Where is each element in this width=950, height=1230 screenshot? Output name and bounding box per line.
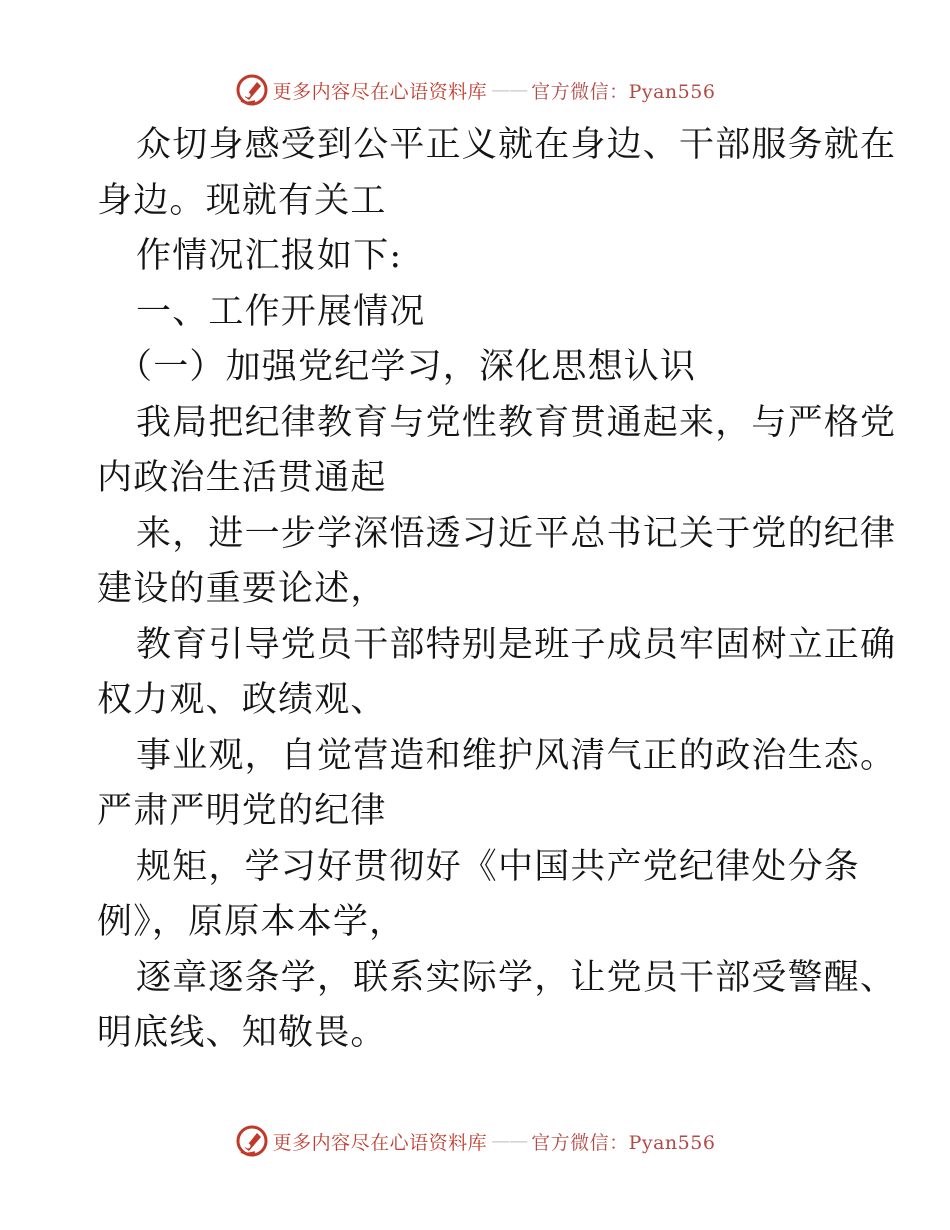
- paragraph-line: 明底线、知敬畏。: [97, 1013, 387, 1053]
- banner-wechat-text: 官方微信：Pyan556: [531, 80, 716, 103]
- paragraph-line: 作情况汇报如下:: [136, 236, 403, 276]
- paragraph-line: 身边。现就有关工: [97, 180, 387, 221]
- banner-wechat-text: 官方微信：Pyan556: [531, 1131, 716, 1154]
- document-body: [97, 118, 897, 1062]
- paragraph-line: 来，进一步学深悟透习近平总书记关于党的纪律: [136, 513, 897, 554]
- paragraph-line: 我局把纪律教育与党性教育贯通起来，与严格党: [136, 402, 897, 443]
- paragraph-line: 规矩，学习好贯彻好《中国共产党纪律处分条: [136, 846, 861, 887]
- paragraph-line: 严肃严明党的纪律: [97, 791, 387, 831]
- banner-dash: ——: [491, 1130, 528, 1152]
- paragraph-line: 事业观，自觉营造和维护风清气正的政治生态。: [136, 735, 897, 776]
- footer-watermark-banner: [0, 1121, 950, 1161]
- paragraph-line: 例》，原原本本学，: [97, 902, 406, 942]
- subsection-heading: （一）加强党纪学习，深化思想认识: [117, 347, 697, 387]
- paragraph-line: 众切身感受到公平正义就在身边、干部服务就在: [136, 125, 897, 165]
- section-heading: 一、工作开展情况: [136, 291, 426, 332]
- banner-main-text: 更多内容尽在心语资料库: [272, 1131, 488, 1154]
- pen-nib-logo-icon: [235, 73, 269, 107]
- paragraph-line: 逐章逐条学，联系实际学，让党员干部受警醒、: [136, 957, 897, 998]
- banner-main-text: 更多内容尽在心语资料库: [272, 80, 488, 103]
- pen-nib-logo-icon: [235, 1124, 269, 1158]
- paragraph-line: 内政治生活贯通起: [97, 458, 387, 498]
- paragraph-line: 权力观、政绩观、: [97, 680, 387, 720]
- header-watermark-banner: [0, 70, 950, 110]
- paragraph-line: 建设的重要论述，: [97, 569, 387, 609]
- banner-dash: ——: [491, 79, 528, 101]
- paragraph-line: 教育引导党员干部特别是班子成员牢固树立正确: [136, 624, 897, 665]
